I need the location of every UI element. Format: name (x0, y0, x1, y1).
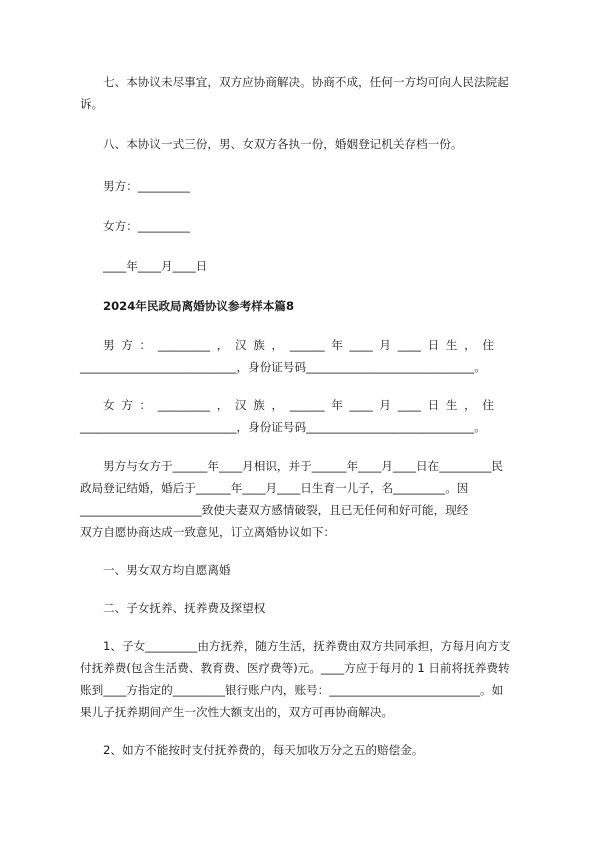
intro-line1: 男方与女方于______年____月相识，并于______年____月____日在_________民 (103, 459, 503, 473)
intro-line4: 双方自愿协商达成一致意见，订立离婚协议如下： (80, 525, 336, 539)
party-male-line1: 男 方 ： _________ ， 汉 族 ， ______ 年 ____ 月 ____ 日 生 ， 住 (103, 338, 495, 352)
intro-line3: _____________________致使夫妻双方感情破裂，且已无任何和好可能，现经 (80, 503, 469, 517)
party-male-line2: ___________________________，身份证号码_____________________________。 (80, 360, 486, 374)
intro-line2: 政局登记结婚，婚后于______年____月____日生育一儿子，名_________。因 (80, 481, 469, 495)
clause-eight: 八、本协议一式三份，男、女双方各执一份，婚姻登记机关存档一份。 (103, 137, 463, 151)
sub-clause-1-line2: 付抚养费(包含生活费、教育费、医疗费等)元。____方应于每月的 1 日前将抚养费转 (80, 661, 510, 675)
party-female-line2: ___________________________，身份证号码_____________________________。 (80, 420, 486, 434)
signature-date: ____年____月____日 (103, 259, 208, 273)
signature-female: 女方：_________ (103, 219, 190, 233)
sub-clause-1-line4: 果儿子抚养期间产生一次性大额支出的，双方可再协商解决。 (80, 705, 394, 719)
item-one: 一、男女双方均自愿离婚 (103, 563, 231, 577)
section-title: 2024年民政局离婚协议参考样本篇8 (103, 299, 295, 313)
signature-male: 男方：_________ (103, 179, 190, 193)
party-female-line1: 女 方 ： _________ ， 汉 族 ， ______ 年 ____ 月 ____ 日 生 ， 住 (103, 398, 495, 412)
sub-clause-1-line3: 账到____方指定的_________银行账户内，账号：__________________________。如 (80, 683, 504, 697)
sub-clause-1-line1: 1、子女_________由方抚养，随方生活，抚养费由双方共同承担，方每月向方支 (103, 639, 511, 653)
clause-seven-line1: 七、本协议未尽事宜，双方应协商解决。协商不成，任何一方均可向人民法院起 (103, 75, 509, 89)
sub-clause-2: 2、如方不能按时支付抚养费的，每天加收万分之五的赔偿金。 (103, 743, 424, 757)
item-two: 二、子女抚养、抚养费及探望权 (103, 601, 266, 615)
clause-seven-line2: 诉。 (80, 97, 104, 111)
